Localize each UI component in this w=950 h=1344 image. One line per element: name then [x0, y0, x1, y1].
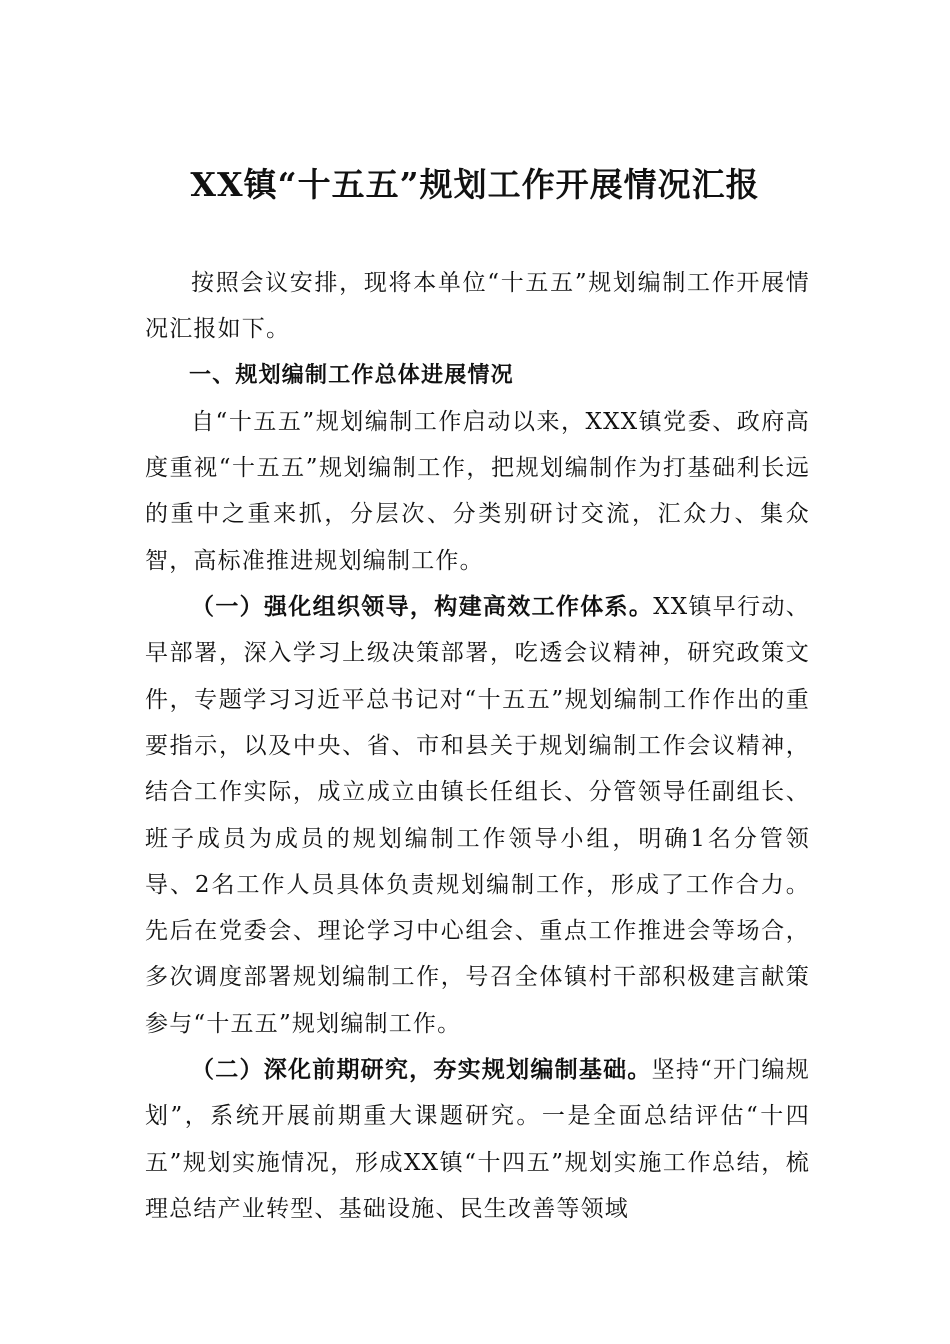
section-heading: 一、规划编制工作总体进展情况	[189, 362, 514, 388]
document-title: XX镇“十五五”规划工作开展情况汇报	[190, 165, 760, 204]
subsection-text-2: 坚持“开门编规划”，系统开展前期重大课题研究。一是全面总结评估“十四五”规划实施情况，形成XX镇“十四五”规划实施工作总结，梳理总结产业转型、基础设施、民生改善等领域	[145, 1057, 810, 1222]
intro-paragraph: 按照会议安排，现将本单位“十五五”规划编制工作开展情况汇报如下。	[145, 270, 810, 343]
subsection-paragraph-1	[145, 584, 810, 1047]
document-body	[145, 260, 810, 1232]
subsection-text-1: XX镇早行动、早部署，深入学习上级决策部署，吃透会议精神，研究政策文件，专题学习习近平总书记对“十五五”规划编制工作作出的重要指示，以及中央、省、市和县关于规划编制工作会议精神，结合工作实际，成立成立由镇长任组长、分管领导任副组长、班子成员为成员的规划编制工作领导小组，明确1名分管领导、2名工作人员具体负责规划编制工作，形成了工作合力。先后在党委会、理论学习中心组会、重点工作推进会等场合，多次调度部署规划编制工作，号召全体镇村干部积极建言献策参与“十五五”规划编制工作。	[145, 594, 810, 1037]
subsection-lead-1: （一）强化组织领导，构建高效工作体系。	[191, 593, 654, 621]
subsection-lead-2: （二）深化前期研究，夯实规划编制基础。	[191, 1056, 652, 1084]
section-paragraph: 自“十五五”规划编制工作启动以来，XXX镇党委、政府高度重视“十五五”规划编制工作，把规划编制作为打基础利长远的重中之重来抓，分层次、分类别研讨交流，汇众力、集众智，高标准推进规划编制工作。	[145, 408, 810, 574]
subsection-paragraph-2	[145, 1047, 810, 1232]
